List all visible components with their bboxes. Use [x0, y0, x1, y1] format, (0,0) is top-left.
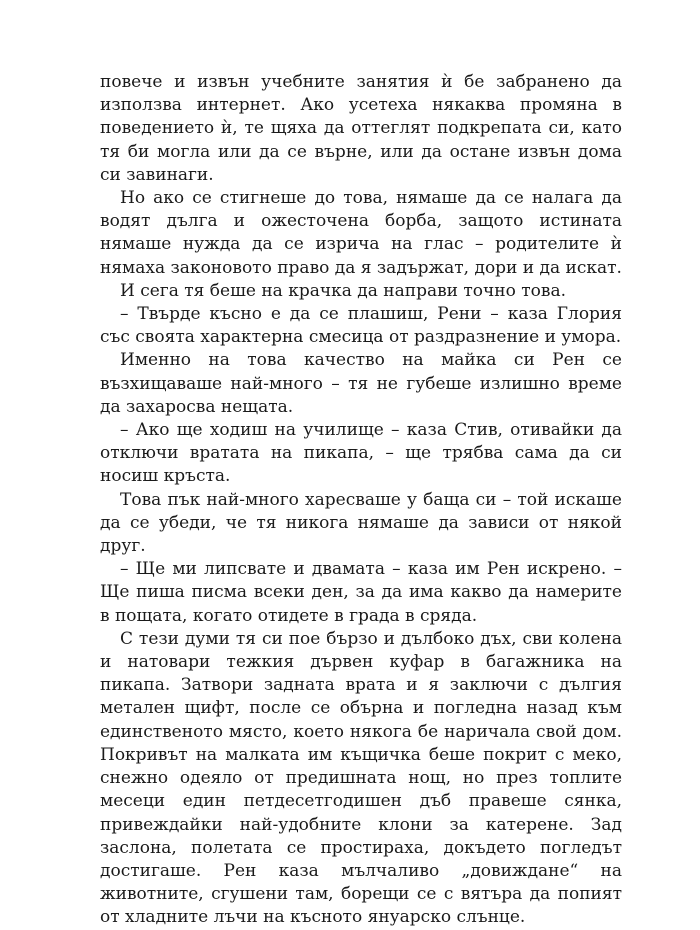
paragraph-8: – Ще ми липсвате и двамата – каза им Рен искрено. – Ще пиша писма всеки ден, за да има какво да намерите в пощата, когато отидете в града в сряда. — [100, 559, 622, 626]
book-page-text — [100, 71, 622, 930]
paragraph-9: С тези думи тя си пое бързо и дълбоко дъх, сви колена и натовари тежкия дървен куфар в багажника на пикапа. Затвори задната врата и я заключи с дългия метален щифт, после се обърна и погледна назад към единственото място, което някога бе наричала свой дом. Покривът на малката им къщичка беше покрит с меко, снежно одеяло от предишната нощ, но през топлите месеци един петдесетгодишен дъб правеше сянка, привеждайки най-удобните клони за катерене. Зад заслона, полетата се простираха, докъдето погледът достигаше. Рен каза мълчаливо „довиждане“ на животните, сгушени там, борещи се с вятъра да попият от хладните лъчи на късното януарско слънце. — [100, 628, 622, 928]
paragraph-2: Но ако се стигнеше до това, нямаше да се налага да водят дълга и ожесточена борба, защото истината нямаше нужда да се изрича на глас – родителите ѝ нямаха законовото право да я задържат, дори и да искат. — [100, 188, 622, 278]
paragraph-5: Именно на това качество на майка си Рен се възхищаваше най-много – тя не губеше излишно време да захаросва нещата. — [100, 350, 622, 417]
paragraph-3: И сега тя беше на крачка да направи точно това. — [120, 280, 566, 301]
paragraph-6: – Ако ще ходиш на училище – каза Стив, отивайки да отключи вратата на пикапа, – ще трябва сама да си носиш кръста. — [100, 420, 622, 487]
paragraph-1: повече и извън учебните занятия ѝ бе забранено да използва интернет. Ако усетеха някаква промяна в поведението ѝ, те щяха да оттеглят подкрепата си, като тя би могла или да се върне, или да остане извън дома си завинаги. — [100, 72, 622, 185]
paragraph-4: – Твърде късно е да се плашиш, Рени – каза Глория със своята характерна смесица от раздразнение и умора. — [100, 304, 622, 348]
paragraph-7: Това пък най-много харесваше у баща си – той искаше да се убеди, че тя никога нямаше да зависи от някой друг. — [100, 489, 622, 557]
